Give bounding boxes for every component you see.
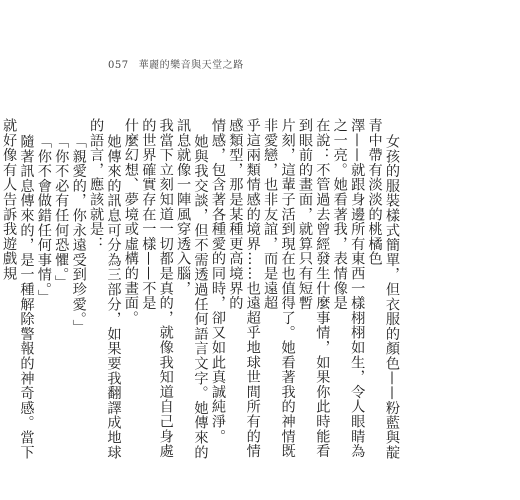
body-line: 情感，包含著各種愛的同時，卻又如此真誠純淨。 bbox=[209, 118, 226, 444]
body-text bbox=[0, 118, 400, 470]
body-line: 在說：不管過去曾經發生什麼事情，如果你此時能看到眼前的畫面，就算只有短暫 bbox=[296, 118, 331, 459]
book-title: 華麗的樂音與天堂之路 bbox=[138, 60, 244, 71]
body-line: 隨著訊息傳來的，是一種解除警報的神奇感。當下就好像有人告訴我遊戲規 bbox=[1, 118, 35, 460]
body-line: 「你不會做錯任何事情。」 bbox=[35, 133, 52, 305]
body-line: 澤——就跟身邊所有東西一樣栩栩如生，令人眼睛為之一亮。她看著我，表情像是 bbox=[331, 118, 366, 459]
body-line: 什麼幻想、夢境或虛構的畫面。 bbox=[122, 118, 139, 326]
body-line: 我當下立刻知道一切都是真的，就像我知道自己身處的世界確實存在一樣——不是 bbox=[140, 118, 174, 459]
running-header bbox=[108, 56, 244, 71]
body-line: 她傳來的訊息可分為三部分，如果要我翻譯成地球的語言，應該就是： bbox=[88, 118, 122, 460]
body-line: 「你不必有任何恐懼。」 bbox=[53, 133, 70, 290]
body-line: 她與我交談，但不需透過任何語言文字。她傳來的訊息就像一陣風穿透入腦， bbox=[175, 118, 209, 460]
page-number: 057 bbox=[108, 60, 129, 71]
body-line: 女孩的服裝樣式簡單，但衣服的顏色——粉藍與靛青中帶有淡淡的桃橘色 bbox=[366, 118, 400, 460]
body-line: 乎這兩類情感的境界……也遠超乎地球世間所有的情感類型，那是某種更高境界的 bbox=[227, 118, 261, 459]
body-line: 片刻，這輩子活到現在也值得了。她看著我的神情既非愛戀，也非友誼，而是遠超 bbox=[262, 118, 296, 459]
body-line: 「親愛的，你永遠受到珍愛。」 bbox=[70, 133, 87, 334]
